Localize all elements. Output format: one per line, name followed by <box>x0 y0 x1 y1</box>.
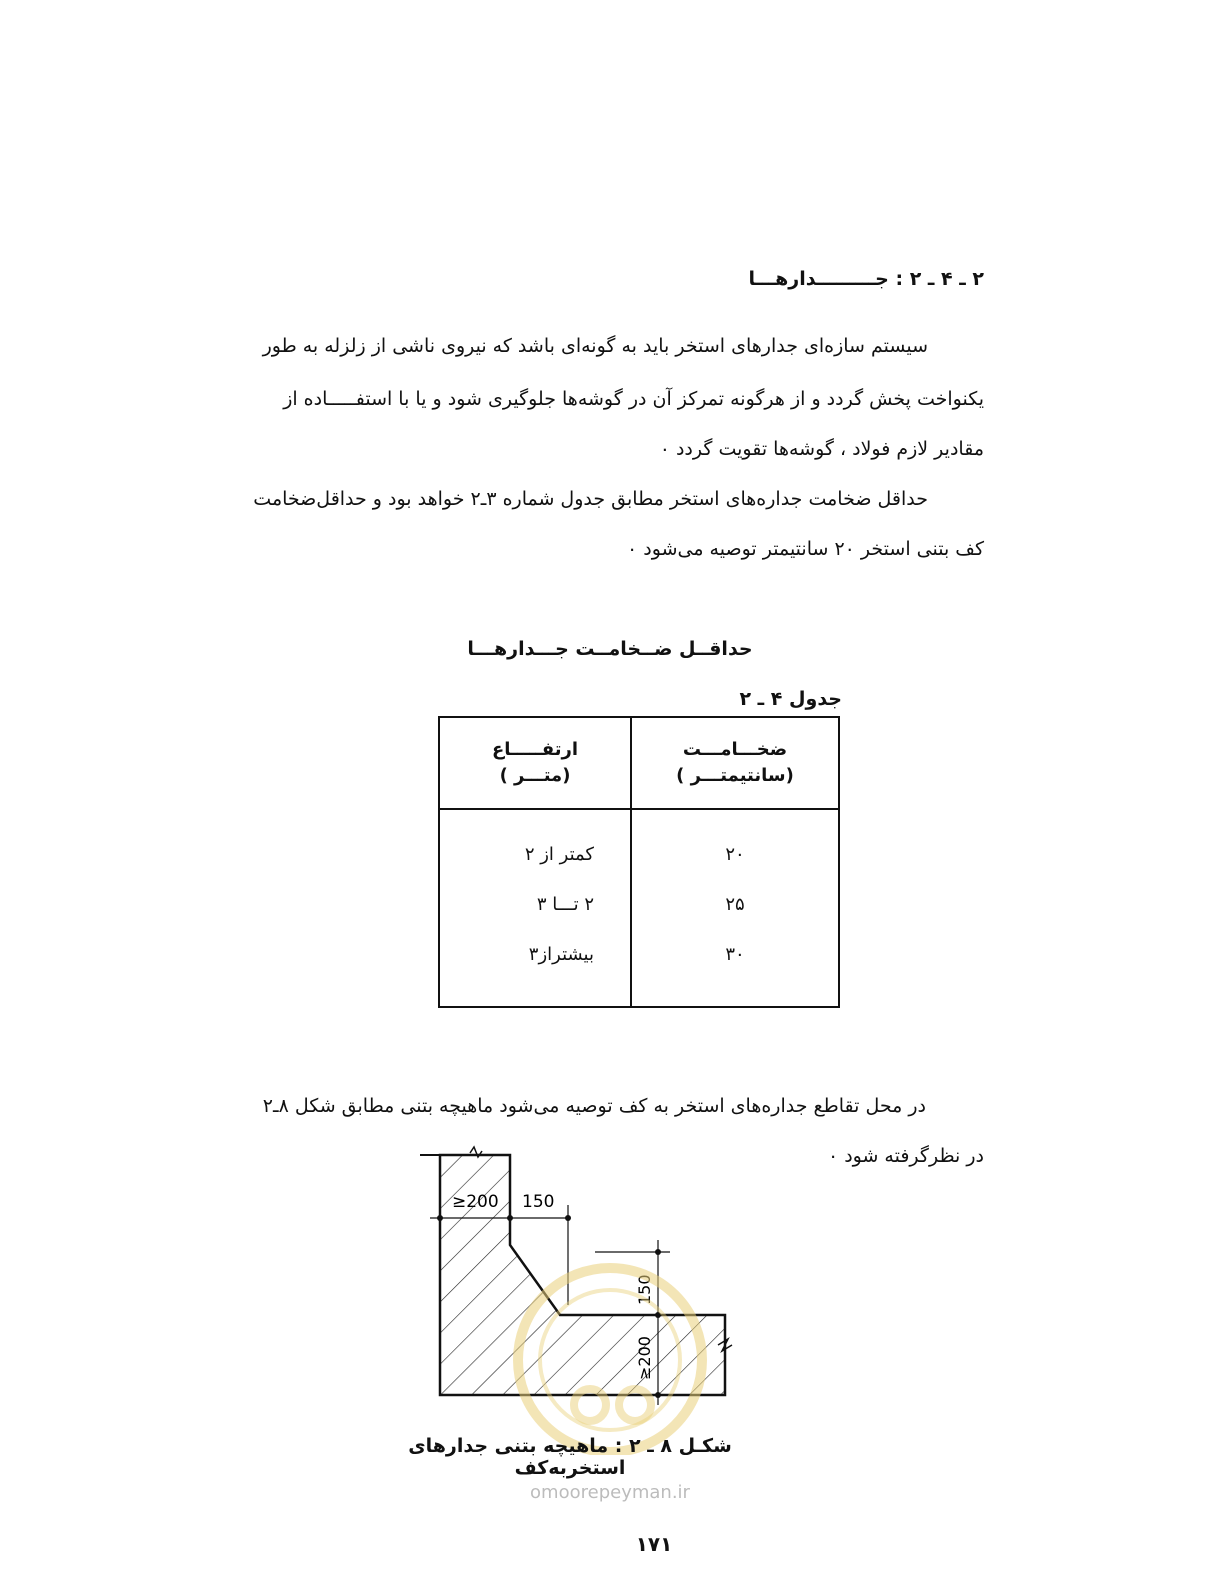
table-title: حداقــل ضــخامــت جـــدارهـــا <box>467 638 753 660</box>
slab-thickness-label: ≥200 <box>635 1336 654 1380</box>
table-cell: ۲۰ <box>725 844 745 865</box>
table-cell: کمتر از ۲ <box>524 844 594 865</box>
haunch-width-label: 150 <box>522 1192 555 1212</box>
haunch-figure <box>410 1145 740 1410</box>
header-thickness: ضخـــامـــت (سانتیمتـــر ) <box>631 717 839 809</box>
paragraph-line-3: مقادیر لازم فولاد ، گوشه‌ها تقویت گردد ۰ <box>659 438 984 460</box>
after-table-line-2: در نظرگرفته شود ۰ <box>827 1145 984 1167</box>
height-column <box>439 809 631 1007</box>
table-cell: ۲۵ <box>725 894 745 915</box>
figure-caption: شکـل ۸ ـ ۲ : ماهیچه بتنی جدارهای استخربه‌کف <box>408 1435 732 1479</box>
wall-thickness-label: ≥200 <box>452 1192 499 1212</box>
paragraph-line-1: سیستم سازه‌ای جدارهای استخر باید به گونه‌ای باشد که نیروی ناشی از زلزله به طور <box>262 335 928 357</box>
table-cell: ۲ تـــا ۳ <box>536 894 594 915</box>
page-number: ۱۷۱ <box>635 1532 673 1556</box>
table-cell: ۳۰ <box>725 944 745 965</box>
paragraph-line-2: یکنواخت پخش گردد و از هرگونه تمرکز آن در گوشه‌ها جلوگیری شود و یا با استفـــــاده از <box>283 388 984 410</box>
table-cell: بیشتراز۳ <box>528 944 594 965</box>
watermark-url: omoorepeyman.ir <box>530 1482 690 1503</box>
paragraph-line-5: کف بتنی استخر ۲۰ سانتیمتر توصیه می‌شود ۰ <box>627 538 984 560</box>
header-height: ارتفـــــاع (متـــر ) <box>439 717 631 809</box>
concrete-section <box>440 1155 725 1395</box>
paragraph-line-4: حداقل ضخامت جداره‌های استخر مطابق جدول شماره ۳ـ۲ خواهد بود و حداقل‌ضخامت <box>253 488 928 510</box>
after-table-line-1: در محل تقاطع جداره‌های استخر به کف توصیه می‌شود ماهیچه بتنی مطابق شکل ۸ـ۲ <box>262 1095 926 1117</box>
thickness-column <box>631 809 839 1007</box>
section-heading: ۲ ـ ۴ ـ ۲ : جـــــــــدارهـــا <box>748 268 984 290</box>
haunch-height-label: 150 <box>635 1274 654 1305</box>
thickness-table <box>438 716 840 1008</box>
table-number: جدول ۴ ـ ۲ <box>739 688 842 710</box>
